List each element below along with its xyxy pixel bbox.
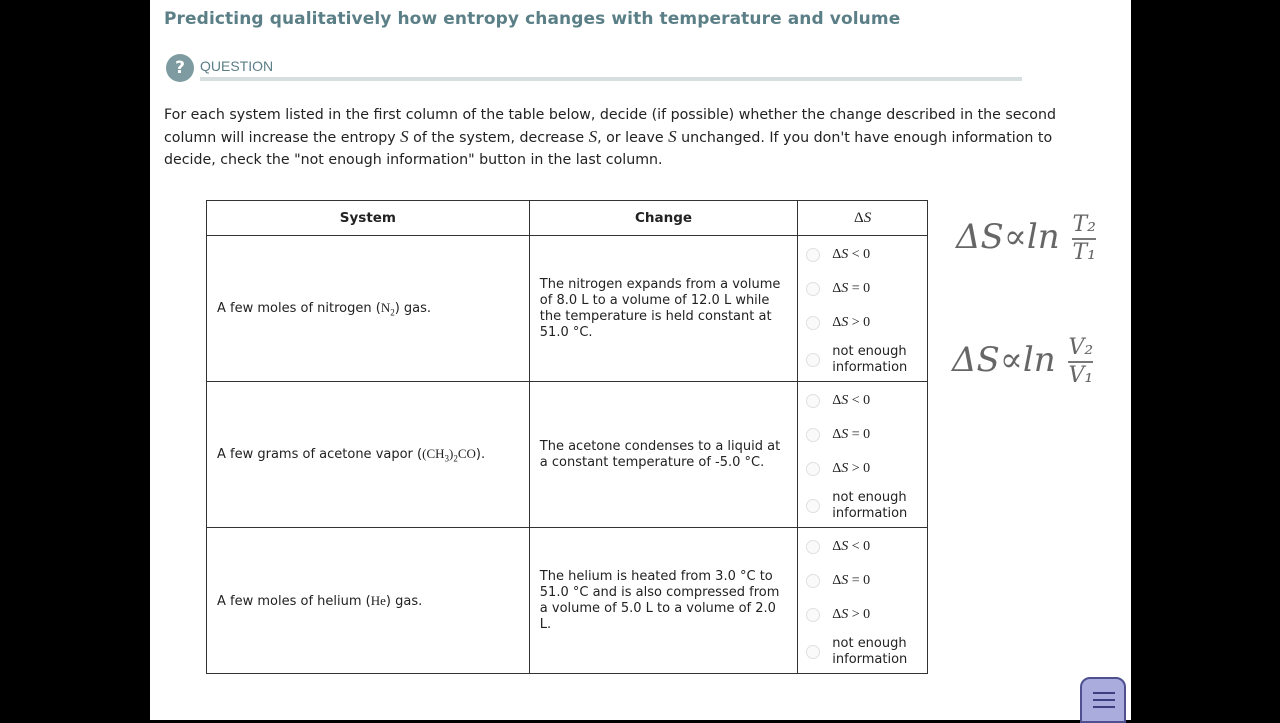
option-delta-s-zero[interactable] — [798, 272, 927, 306]
hamburger-menu-icon — [1093, 699, 1115, 701]
option-label: ΔS < 0 — [832, 246, 871, 262]
table-header-row — [207, 201, 928, 236]
hamburger-menu-icon — [1093, 706, 1115, 708]
equation-lhs: ΔS∝ln — [952, 340, 1056, 380]
s-symbol: S — [863, 209, 872, 226]
header-delta-s — [798, 201, 928, 236]
numerator: V₂ — [1068, 335, 1093, 363]
radio-button[interactable] — [806, 394, 820, 408]
hamburger-menu-icon — [1093, 692, 1115, 694]
option-label: ΔS < 0 — [832, 538, 871, 554]
denominator: T₁ — [1072, 240, 1096, 265]
entropy-table — [206, 200, 928, 674]
answer-cell — [798, 382, 928, 528]
entropy-symbol: S — [400, 127, 409, 146]
page-title: Predicting qualitatively how entropy changes with temperature and volume — [164, 9, 901, 29]
option-delta-s-positive[interactable] — [798, 598, 927, 632]
delta-symbol: Δ — [854, 209, 864, 226]
radio-button[interactable] — [806, 462, 820, 476]
option-delta-s-positive[interactable] — [798, 306, 927, 340]
intro-text: , or leave — [597, 130, 669, 146]
fraction — [1072, 212, 1096, 266]
option-label: ΔS = 0 — [832, 572, 871, 588]
answer-cell — [798, 236, 928, 382]
option-label: ΔS < 0 — [832, 392, 871, 408]
entropy-symbol: S — [588, 127, 598, 146]
fraction — [1068, 335, 1093, 389]
formula-subscript: 3 — [444, 453, 449, 464]
intro-text: unchanged. If you don't have enough information to decide, check the "not enough information" button in the last column. — [164, 130, 1053, 168]
table-row — [207, 528, 928, 674]
question-page — [150, 0, 1131, 720]
hamburger-menu-button[interactable] — [1080, 677, 1126, 723]
option-not-enough-info[interactable] — [798, 340, 927, 380]
header-system: System — [207, 201, 530, 236]
radio-button[interactable] — [806, 353, 820, 367]
change-cell: The acetone condenses to a liquid at a constant temperature of -5.0 °C. — [529, 382, 797, 528]
radio-button[interactable] — [806, 645, 820, 659]
radio-button[interactable] — [806, 608, 820, 622]
radio-button[interactable] — [806, 316, 820, 330]
option-label: ΔS > 0 — [832, 606, 871, 622]
table-row — [207, 236, 928, 382]
formula: He — [370, 592, 386, 608]
change-cell: The helium is heated from 3.0 °C to 51.0 °C and is also compressed from a volume of 5.0 L to a volume of 2.0 L. — [529, 528, 797, 674]
system-text: ) gas. — [394, 300, 432, 316]
question-icon: ? — [166, 54, 194, 82]
option-delta-s-positive[interactable] — [798, 452, 927, 486]
intro-text: of the system, decrease — [408, 130, 589, 146]
system-text: A few moles of helium ( — [217, 593, 371, 609]
formula: N — [380, 299, 391, 315]
intro-text: For each system listed in the first column of the table below, decide (if possible) whether the change described in the second column will increase the entropy — [164, 107, 1056, 146]
numerator: T₂ — [1072, 212, 1096, 240]
system-text: A few moles of nitrogen ( — [217, 300, 381, 316]
option-not-enough-info[interactable] — [798, 486, 927, 526]
option-delta-s-negative[interactable] — [798, 384, 927, 418]
question-instructions — [164, 104, 1074, 171]
change-cell: The nitrogen expands from a volume of 8.0 L to a volume of 12.0 L while the temperature is held constant at 51.0 °C. — [529, 236, 797, 382]
system-cell — [207, 236, 530, 382]
equation-lhs: ΔS∝ln — [956, 217, 1060, 257]
formula: ) — [449, 445, 454, 461]
formula-subscript: 2 — [390, 307, 395, 318]
option-label: ΔS > 0 — [832, 314, 871, 330]
denominator: V₁ — [1068, 363, 1094, 388]
radio-button[interactable] — [806, 540, 820, 554]
formula: CO — [457, 445, 476, 461]
option-label: not enough information — [832, 635, 908, 667]
table-row — [207, 382, 928, 528]
answer-cell — [798, 528, 928, 674]
radio-button[interactable] — [806, 499, 820, 513]
formula: (CH — [422, 445, 445, 461]
radio-button[interactable] — [806, 574, 820, 588]
section-divider — [200, 77, 1022, 81]
handwritten-equation-temperature — [956, 212, 1096, 266]
formula-subscript: 2 — [453, 453, 458, 464]
option-delta-s-negative[interactable] — [798, 530, 927, 564]
system-cell — [207, 382, 530, 528]
system-cell — [207, 528, 530, 674]
option-delta-s-zero[interactable] — [798, 564, 927, 598]
system-text: ) gas. — [385, 593, 423, 609]
option-label: ΔS = 0 — [832, 280, 871, 296]
option-delta-s-zero[interactable] — [798, 418, 927, 452]
header-change: Change — [529, 201, 797, 236]
option-not-enough-info[interactable] — [798, 632, 927, 672]
system-text: A few grams of acetone vapor ( — [217, 446, 423, 462]
handwritten-equation-volume — [952, 335, 1093, 389]
entropy-symbol: S — [668, 127, 677, 146]
option-delta-s-negative[interactable] — [798, 238, 927, 272]
section-label: QUESTION — [200, 58, 274, 74]
system-text: ). — [475, 446, 486, 462]
option-label: not enough information — [832, 489, 908, 521]
radio-button[interactable] — [806, 428, 820, 442]
option-label: ΔS = 0 — [832, 426, 871, 442]
radio-button[interactable] — [806, 248, 820, 262]
option-label: ΔS > 0 — [832, 460, 871, 476]
option-label: not enough information — [832, 343, 908, 375]
radio-button[interactable] — [806, 282, 820, 296]
